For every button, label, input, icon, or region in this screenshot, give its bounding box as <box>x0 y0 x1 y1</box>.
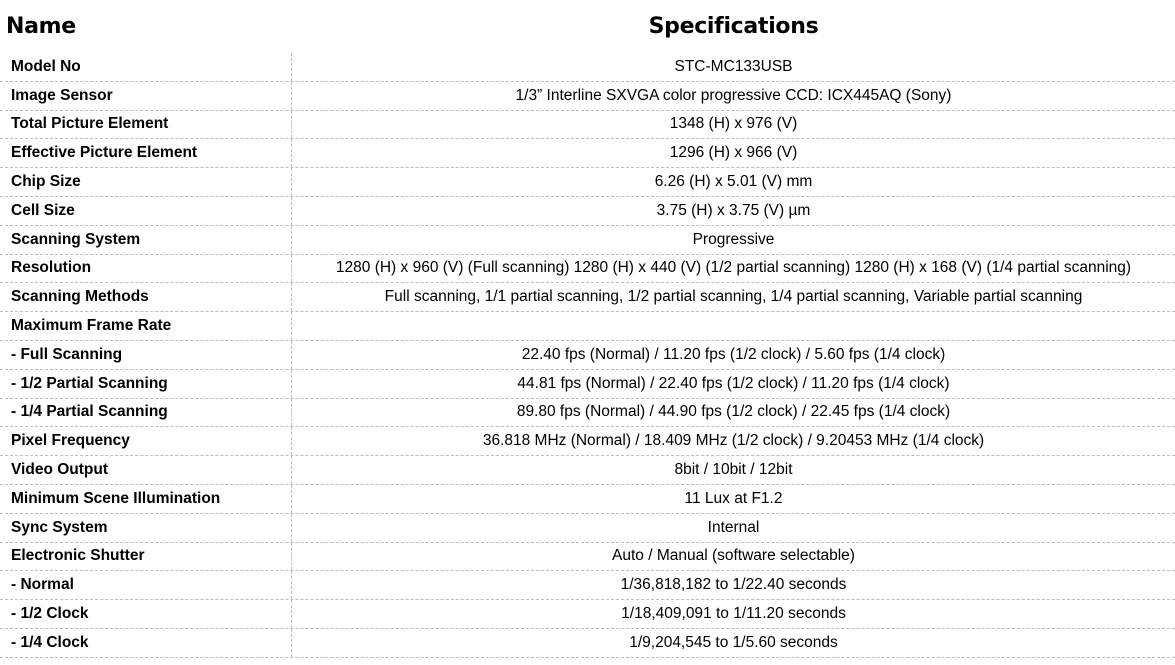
spec-value-cell: 1/18,409,091 to 1/11.20 seconds <box>621 605 846 623</box>
spec-value-cell: 44.81 fps (Normal) / 22.40 fps (1/2 clock) / 11.20 fps (1/4 clock) <box>517 374 950 392</box>
spec-value-cell: Full scanning, 1/1 partial scanning, 1/2 partial scanning, 1/4 partial scanning, Variable partial scanning <box>384 288 1083 306</box>
table-row <box>0 399 1175 428</box>
table-row <box>0 427 1175 456</box>
table-row <box>0 571 1175 600</box>
table-row <box>0 111 1175 140</box>
spec-value-cell: Internal <box>707 518 760 536</box>
table-row <box>0 168 1175 197</box>
table-header <box>0 14 1175 48</box>
table-row <box>0 514 1175 543</box>
spec-name-cell: Minimum Scene Illumination <box>0 485 292 513</box>
specifications-column-header: Specifications <box>648 14 819 39</box>
table-row <box>0 255 1175 284</box>
name-column-header: Name <box>6 14 76 39</box>
spec-value-cell: 36.818 MHz (Normal) / 18.409 MHz (1/2 clock) / 9.20453 MHz (1/4 clock) <box>482 432 985 450</box>
table-row <box>0 485 1175 514</box>
spec-value-cell: 3.75 (H) x 3.75 (V) µm <box>656 201 811 219</box>
spec-name-cell: Effective Picture Element <box>0 139 292 167</box>
spec-value-cell: 1/9,204,545 to 1/5.60 seconds <box>629 633 838 651</box>
spec-value-cell: 22.40 fps (Normal) / 11.20 fps (1/2 clock) / 5.60 fps (1/4 clock) <box>521 345 946 363</box>
table-row <box>0 226 1175 255</box>
table-row <box>0 197 1175 226</box>
table-row <box>0 53 1175 82</box>
spec-name-cell: Cell Size <box>0 197 292 225</box>
table-row <box>0 456 1175 485</box>
table-row <box>0 312 1175 341</box>
spec-name-cell: Chip Size <box>0 168 292 196</box>
table-row <box>0 283 1175 312</box>
table-row <box>0 139 1175 168</box>
spec-name-cell: Model No <box>0 53 292 81</box>
spec-name-cell: Scanning System <box>0 226 292 254</box>
spec-name-cell: Electronic Shutter <box>0 543 292 571</box>
spec-name-cell: - 1/2 Partial Scanning <box>0 370 292 398</box>
spec-name-cell: - 1/4 Partial Scanning <box>0 399 292 427</box>
spec-name-cell: Resolution <box>0 255 292 283</box>
table-row <box>0 600 1175 629</box>
spec-name-cell: - 1/4 Clock <box>0 629 292 657</box>
spec-name-cell: - Full Scanning <box>0 341 292 369</box>
table-row <box>0 629 1175 658</box>
spec-name-cell: - 1/2 Clock <box>0 600 292 628</box>
spec-value-cell: Progressive <box>692 230 775 248</box>
spec-name-cell: - Normal <box>0 571 292 599</box>
table-row <box>0 82 1175 111</box>
specifications-table <box>0 53 1175 658</box>
spec-value-cell: 1348 (H) x 976 (V) <box>669 115 798 133</box>
spec-value-cell: 1/3” Interline SXVGA color progressive CCD: ICX445AQ (Sony) <box>515 86 952 104</box>
spec-value-cell: STC-MC133USB <box>674 57 793 75</box>
spec-value-cell: 8bit / 10bit / 12bit <box>674 461 793 479</box>
table-row <box>0 341 1175 370</box>
spec-name-cell: Sync System <box>0 514 292 542</box>
spec-name-cell: Pixel Frequency <box>0 427 292 455</box>
spec-name-cell: Total Picture Element <box>0 111 292 139</box>
spec-value-cell: 1280 (H) x 960 (V) (Full scanning) 1280 (H) x 440 (V) (1/2 partial scanning) 1280 (H) x 168 (V) (1/4 partial scanning) <box>335 259 1132 277</box>
spec-value-cell: 11 Lux at F1.2 <box>684 489 783 507</box>
table-row <box>0 370 1175 399</box>
spec-name-cell: Scanning Methods <box>0 283 292 311</box>
spec-value-cell: 6.26 (H) x 5.01 (V) mm <box>654 173 813 191</box>
spec-name-cell: Image Sensor <box>0 82 292 110</box>
table-row <box>0 543 1175 572</box>
spec-name-cell: Maximum Frame Rate <box>0 312 292 340</box>
spec-name-cell: Video Output <box>0 456 292 484</box>
spec-value-cell: 1296 (H) x 966 (V) <box>669 144 798 162</box>
spec-value-cell: 1/36,818,182 to 1/22.40 seconds <box>620 576 847 594</box>
spec-value-cell: 89.80 fps (Normal) / 44.90 fps (1/2 clock) / 22.45 fps (1/4 clock) <box>516 403 951 421</box>
spec-value-cell: Auto / Manual (software selectable) <box>612 547 855 565</box>
